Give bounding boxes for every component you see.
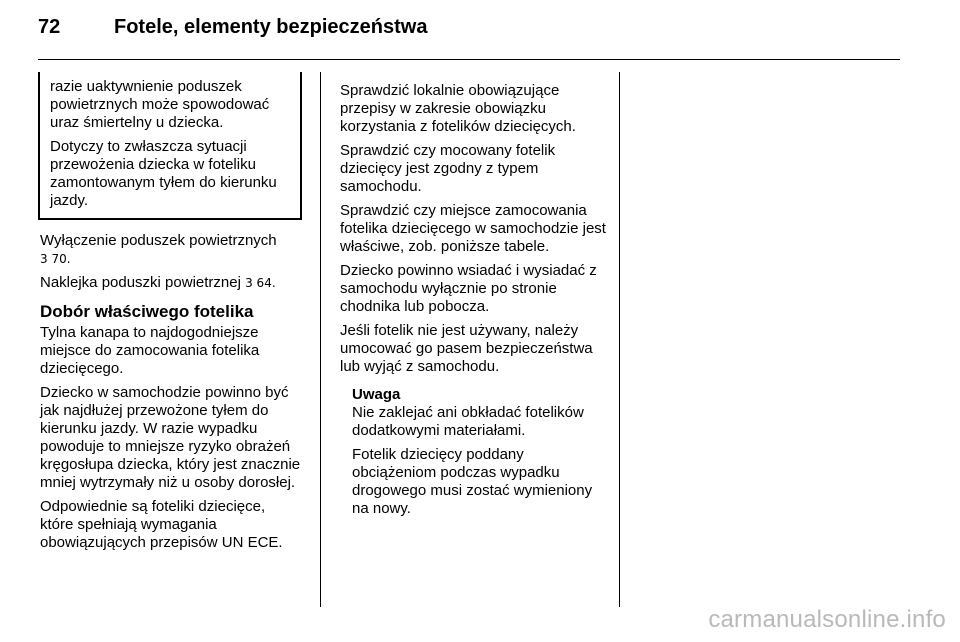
sticker-paragraph xyxy=(40,274,302,292)
column-divider-left xyxy=(320,72,321,607)
left-paragraph-1: Tylna kanapa to najdogodniejsze miejsce do zamocowania fotelika dziecięcego. xyxy=(40,324,260,377)
deactivation-text: Wyłączenie poduszek powietrznych xyxy=(40,232,277,249)
middle-paragraph-1: Sprawdzić lokalnie obowiązujące przepisy w zakresie obowiązku korzystania z fotelików dziecięcych. xyxy=(340,82,576,135)
left-column xyxy=(40,232,302,558)
middle-column xyxy=(340,82,608,524)
header-rule xyxy=(38,59,900,60)
middle-paragraph-4: Dziecko powinno wsiadać i wysiadać z samochodu wyłącznie po stronie chodnika lub pobocza. xyxy=(340,262,597,315)
left-paragraph-3: Odpowiednie są foteliki dziecięce, które spełniają wymagania obowiązujących przepisów UN ECE. xyxy=(40,498,283,551)
note-paragraph-2: Fotelik dziecięcy poddany obciążeniom podczas wypadku drogowego musi zostać wymieniony na nowy. xyxy=(352,446,593,517)
section-heading: Dobór właściwego fotelika xyxy=(40,302,254,321)
watermark: carmanualsonline.info xyxy=(708,606,946,633)
left-paragraph-2: Dziecko w samochodzie powinno być jak najdłużej przewożone tyłem do kierunku jazdy. W razie wypadku powoduje to mniejsze ryzyko obrażeń kręgosłupa dziecka, który jest znacznie mniej wytrzymały niż u osoby dorosłej. xyxy=(40,384,301,491)
page-header xyxy=(38,16,900,56)
warning-text-2: Dotyczy to zwłaszcza sytuacji przewożenia dziecka w foteliku zamontowanym tyłem do kierunku jazdy. xyxy=(50,138,277,209)
page-number: 72 xyxy=(38,16,61,38)
deactivation-paragraph xyxy=(40,232,302,268)
note-block xyxy=(352,386,608,518)
middle-paragraph-2: Sprawdzić czy mocowany fotelik dziecięcy jest zgodny z typem samochodu. xyxy=(340,142,556,195)
middle-paragraph-5: Jeśli fotelik nie jest używany, należy umocować go pasem bezpieczeństwa lub wyjąć z samochodu. xyxy=(340,322,593,375)
warning-text-1: razie uaktywnienie poduszek powietrznych może spowodować uraz śmiertelny u dziecka. xyxy=(50,78,270,131)
cross-reference-link[interactable]: 3 70. xyxy=(40,252,71,266)
note-title: Uwaga xyxy=(352,386,401,403)
sticker-text: Naklejka poduszki powietrznej xyxy=(40,274,241,291)
column-divider-right xyxy=(619,72,620,607)
page-title: Fotele, elementy bezpieczeństwa xyxy=(114,16,428,38)
note-paragraph-1: Nie zaklejać ani obkładać fotelików dodatkowymi materiałami. xyxy=(352,404,584,439)
cross-reference-link[interactable]: 3 64. xyxy=(245,276,276,290)
warning-box xyxy=(38,72,302,220)
middle-paragraph-3: Sprawdzić czy miejsce zamocowania fotelika dziecięcego w samochodzie jest właściwe, zob. poniższe tabele. xyxy=(340,202,606,255)
